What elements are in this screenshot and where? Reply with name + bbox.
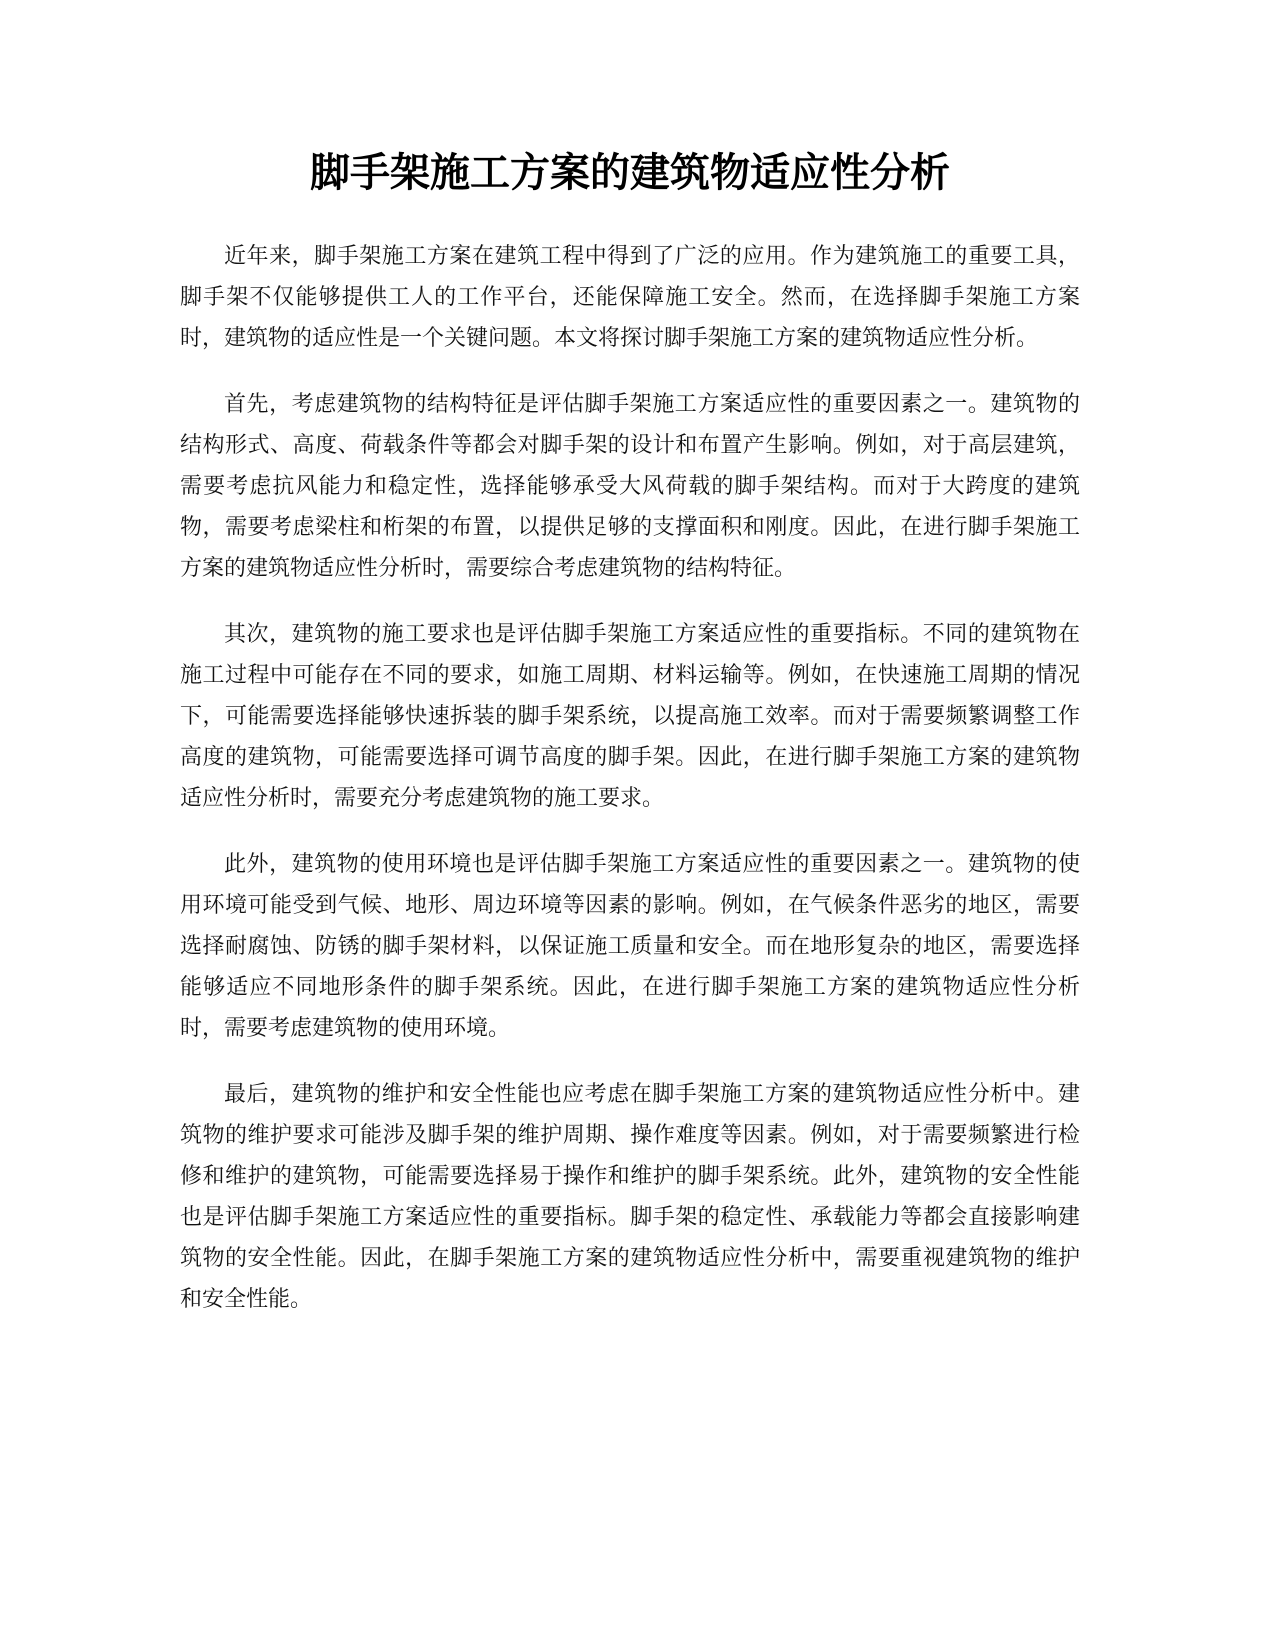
paragraph-environment: 此外，建筑物的使用环境也是评估脚手架施工方案适应性的重要因素之一。建筑物的使用环境可能受到气候、地形、周边环境等因素的影响。例如，在气候条件恶劣的地区，需要选择耐腐蚀、防锈的脚手架材料，以保证施工质量和安全。而在地形复杂的地区，需要选择能够适应不同地形条件的脚手架系统。因此，在进行脚手架施工方案的建筑物适应性分析时，需要考虑建筑物的使用环境。 [180, 852, 1080, 1041]
paragraph-construction-requirements: 其次，建筑物的施工要求也是评估脚手架施工方案适应性的重要指标。不同的建筑物在施工过程中可能存在不同的要求，如施工周期、材料运输等。例如，在快速施工周期的情况下，可能需要选择能够快速拆装的脚手架系统，以提高施工效率。而对于需要频繁调整工作高度的建筑物，可能需要选择可调节高度的脚手架。因此，在进行脚手架施工方案的建筑物适应性分析时，需要充分考虑建筑物的施工要求。 [180, 622, 1080, 811]
document-page [180, 140, 1080, 1345]
paragraph-maintenance-safety: 最后，建筑物的维护和安全性能也应考虑在脚手架施工方案的建筑物适应性分析中。建筑物的维护要求可能涉及脚手架的维护周期、操作难度等因素。例如，对于需要频繁进行检修和维护的建筑物，可能需要选择易于操作和维护的脚手架系统。此外，建筑物的安全性能也是评估脚手架施工方案适应性的重要指标。脚手架的稳定性、承载能力等都会直接影响建筑物的安全性能。因此，在脚手架施工方案的建筑物适应性分析中，需要重视建筑物的维护和安全性能。 [180, 1082, 1080, 1312]
document-title: 脚手架施工方案的建筑物适应性分析 [310, 150, 950, 196]
paragraph-intro: 近年来，脚手架施工方案在建筑工程中得到了广泛的应用。作为建筑施工的重要工具，脚手架不仅能够提供工人的工作平台，还能保障施工安全。然而，在选择脚手架施工方案时，建筑物的适应性是一个关键问题。本文将探讨脚手架施工方案的建筑物适应性分析。 [180, 244, 1080, 351]
paragraph-structure: 首先，考虑建筑物的结构特征是评估脚手架施工方案适应性的重要因素之一。建筑物的结构形式、高度、荷载条件等都会对脚手架的设计和布置产生影响。例如，对于高层建筑，需要考虑抗风能力和稳定性，选择能够承受大风荷载的脚手架结构。而对于大跨度的建筑物，需要考虑梁柱和桁架的布置，以提供足够的支撑面积和刚度。因此，在进行脚手架施工方案的建筑物适应性分析时，需要综合考虑建筑物的结构特征。 [180, 392, 1080, 581]
